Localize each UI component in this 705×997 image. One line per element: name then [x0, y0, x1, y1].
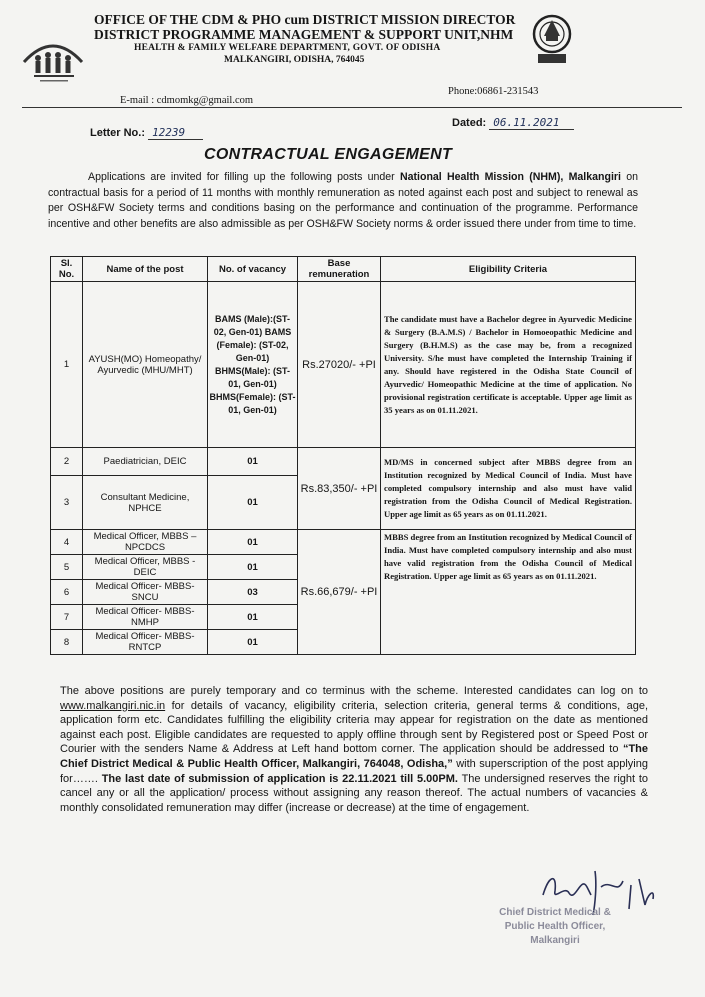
row-vacancy: BAMS (Male):(ST-02, Gen-01) BAMS (Female): (ST-02, Gen-01) BHMS(Male): (ST-01, Gen-01) BHMS(Female): (ST-01, Gen-01) — [208, 282, 298, 448]
terms-paragraph — [60, 684, 648, 815]
department-name: HEALTH & FAMILY WELFARE DEPARTMENT, GOVT. OF ODISHA — [134, 43, 441, 53]
row-post-name: Medical Officer- MBBS-SNCU — [83, 580, 208, 605]
row-post-name: Medical Officer, MBBS – NPCDCS — [83, 530, 208, 555]
terms-text-2: for details of vacancy, eligibility criteria, selection criteria, general terms & conditions, age, application form etc. Candidates fulfilling the eligibility criteria may appear for registration on the date as mentioned against each post. Eligible candidates are requested to apply offline through sent by Registered post or Speed Post or Courier with the senders Name & Address at Left hand bottom corner. The application should be addressed to — [60, 699, 648, 756]
row-vacancy: 01 — [208, 630, 298, 655]
letter-number-value: 12239 — [148, 126, 203, 140]
row-eligibility: MBBS degree from an Institution recognized by Medical Council of India. Must have completed compulsory internship and also must have valid registration from the Odisha Council of Medical Registration. Upper age limit as 65 years as on 01.11.2021. — [381, 530, 636, 655]
row-vacancy: 01 — [208, 555, 298, 580]
letter-date — [452, 116, 574, 129]
notice-title: CONTRACTUAL ENGAGEMENT — [204, 146, 453, 163]
row-sl: 4 — [51, 530, 83, 555]
row-sl: 5 — [51, 555, 83, 580]
signatory-line-3: Malkangiri — [530, 935, 580, 946]
office-title: OFFICE OF THE CDM & PHO cum DISTRICT MISSION DIRECTOR — [94, 12, 516, 27]
intro-nhm: National Health Mission (NHM), Malkangiri — [399, 171, 621, 183]
row-eligibility: The candidate must have a Bachelor degree in Ayurvedic Medicine & Surgery (B.A.M.S) / Bachelor in Homoeopathic Medicine and Surgery (B.H.M.S) as the case may be, from a recognized University. S/he must have completed the Internship Training if any. Should have registered in the Odisha State Council of Ayurvedic/ Homeopathic Medicine at the time of application. No provisional registration certificate is acceptable. Upper age limit as 35 years as on 01.11.2021. — [381, 282, 636, 448]
table-header-row — [51, 257, 636, 282]
intro-text-1: Applications are invited for filling up the following posts under — [88, 171, 395, 183]
row-vacancy: 03 — [208, 580, 298, 605]
row-post-name: Paediatrician, DEIC — [83, 448, 208, 476]
row-eligibility: MD/MS in concerned subject after MBBS degree from an Institution recognized by Medical Council of India. Must have completed compulsory internship and also must have valid registration from the Odisha Council of Medical Registration. Upper age limit as 65 years as on 01.11.2021. — [381, 448, 636, 530]
col-remuneration: Base remuneration — [298, 257, 381, 282]
row-vacancy: 01 — [208, 476, 298, 530]
row-sl: 8 — [51, 630, 83, 655]
office-address: MALKANGIRI, ODISHA, 764045 — [224, 55, 365, 65]
row-remuneration: Rs.66,679/- +PI — [298, 530, 381, 655]
col-vacancy: No. of vacancy — [208, 257, 298, 282]
row-post-name: Medical Officer- MBBS-NMHP — [83, 605, 208, 630]
letter-date-label: Dated: — [452, 117, 487, 129]
col-name: Name of the post — [83, 257, 208, 282]
row-post-name: AYUSH(MO) Homeopathy/ Ayurvedic (MHU/MHT) — [83, 282, 208, 448]
signatory-block — [480, 906, 630, 948]
intro-paragraph — [48, 170, 638, 232]
letter-date-value: 06.11.2021 — [489, 116, 573, 130]
row-sl: 1 — [51, 282, 83, 448]
letter-number — [90, 126, 203, 139]
row-remuneration: Rs.83,350/- +PI — [298, 448, 381, 530]
deadline-text: The last date of submission of application is 22.11.2021 till 5.00PM. — [101, 772, 458, 785]
letter-number-label: Letter No.: — [90, 127, 145, 139]
row-vacancy: 01 — [208, 530, 298, 555]
nhm-logo-icon — [18, 28, 88, 90]
email-address: E-mail : cdmomkg@gmail.com — [120, 95, 254, 106]
letterhead — [94, 12, 534, 66]
row-post-name: Medical Officer- MBBS-RNTCP — [83, 630, 208, 655]
row-post-name: Consultant Medicine, NPHCE — [83, 476, 208, 530]
table-row — [51, 282, 636, 448]
col-sl: Sl. No. — [51, 257, 83, 282]
row-sl: 2 — [51, 448, 83, 476]
row-vacancy: 01 — [208, 448, 298, 476]
intro-text-2: on contractual basis for a period of 11 months with monthly remuneration as noted against each post and subject to renewal as per OSH&FW Society terms and conditions basing on the performance and continuation of the programme. Performance incentive and other benefits are also admissible as per OSH&FW Society norms & order issued there under from time to time. — [48, 171, 638, 230]
terms-text-1: The above positions are purely temporary and co terminus with the scheme. Interested candidates can log on to — [60, 685, 648, 697]
signatory-line-1: Chief District Medical & — [499, 907, 611, 918]
terms-text-3: with superscription of the post applying for……. — [60, 757, 648, 785]
row-vacancy: 01 — [208, 605, 298, 630]
row-sl: 6 — [51, 580, 83, 605]
table-row — [51, 448, 636, 476]
posts-table — [50, 256, 636, 655]
row-sl: 3 — [51, 476, 83, 530]
row-remuneration: Rs.27020/- +PI — [298, 282, 381, 448]
row-sl: 7 — [51, 605, 83, 630]
table-row — [51, 530, 636, 555]
header-divider — [22, 107, 682, 108]
website-link[interactable]: www.malkangiri.nic.in — [60, 699, 166, 712]
row-post-name: Medical Officer, MBBS - DEIC — [83, 555, 208, 580]
signatory-line-2: Public Health Officer, — [504, 921, 606, 932]
phone-number: Phone:06861-231543 — [448, 86, 539, 97]
col-eligibility: Eligibility Criteria — [381, 257, 636, 282]
application-address: “The Chief District Medical & Public Health Officer, Malkangiri, 764048, Odisha,” — [60, 743, 648, 770]
odisha-emblem-icon — [530, 10, 574, 68]
terms-text-4: The undersigned reserves the right to cancel any or all the application/ process without assigning any reason thereof. The actual numbers of vacancies & monthly consolidated remuneration may differ (increase or decrease) at the time of engagement. — [60, 772, 649, 814]
office-subtitle: DISTRICT PROGRAMME MANAGEMENT & SUPPORT UNIT,NHM — [94, 27, 514, 42]
